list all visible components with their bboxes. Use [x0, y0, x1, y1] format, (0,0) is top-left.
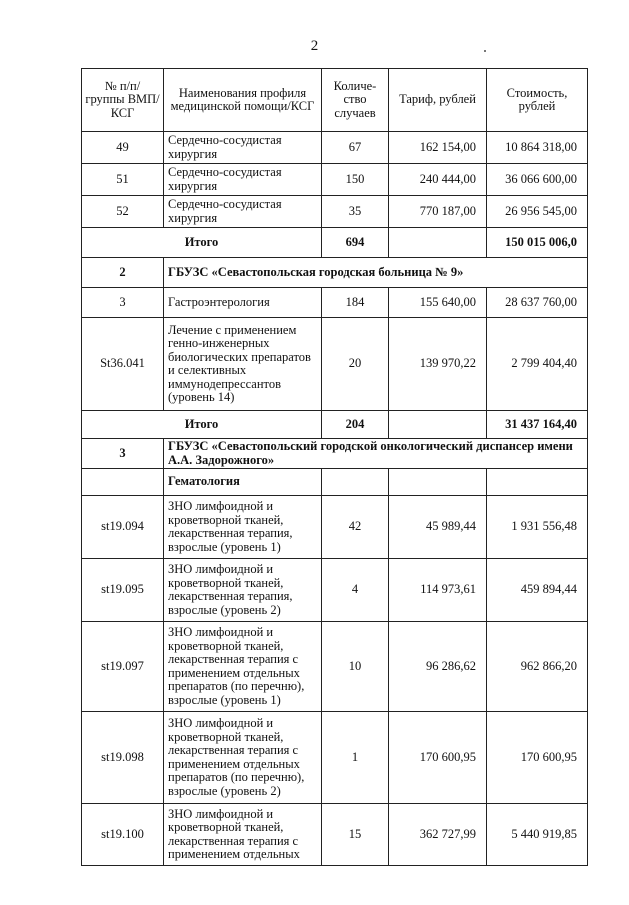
header-cost: Стоимость, рублей: [487, 69, 588, 132]
subsection-title: Гематология: [164, 469, 322, 496]
table-row: st19.094 ЗНО лимфоидной и кроветворной тканей, лекарственная терапия, взрослые (уровень 1) 42 45 989,44 1 931 556,48: [82, 496, 588, 559]
total-count: 694: [322, 228, 389, 258]
section-row: 2 ГБУЗС «Севастопольская городская больница № 9»: [82, 258, 588, 288]
header-count: Количе-ство случаев: [322, 69, 389, 132]
table-row: 52 Сердечно-сосудистая хирургия 35 770 187,00 26 956 545,00: [82, 196, 588, 228]
header-tariff: Тариф, рублей: [389, 69, 487, 132]
tariff-table: [81, 68, 588, 866]
total-cost: 150 015 006,0: [487, 228, 588, 258]
table-row: st19.095 ЗНО лимфоидной и кроветворной тканей, лекарственная терапия, взрослые (уровень 2) 4 114 973,61 459 894,44: [82, 559, 588, 622]
total-count: 204: [322, 411, 389, 439]
table-row: st19.097 ЗНО лимфоидной и кроветворной тканей, лекарственная терапия с применением отдельных препаратов (по перечню), взрослые (уровень 1) 10 96 286,62 962 866,20: [82, 622, 588, 712]
table-row: st19.098 ЗНО лимфоидной и кроветворной тканей, лекарственная терапия с применением отдельных препаратов (по перечню), взрослые (уровень 2) 1 170 600,95 170 600,95: [82, 712, 588, 804]
total-row: [82, 411, 588, 439]
subsection-row: [82, 469, 588, 496]
section-row: 3 ГБУЗС «Севастопольский городской онкологический диспансер имени А.А. Задорожного»: [82, 439, 588, 469]
table-header-row: [82, 69, 588, 132]
table-row: 51 Сердечно-сосудистая хирургия 150 240 444,00 36 066 600,00: [82, 164, 588, 196]
total-label: Итого: [82, 411, 322, 439]
scan-speck: [484, 50, 486, 52]
table-row: st19.100 ЗНО лимфоидной и кроветворной тканей, лекарственная терапия с применением отдельных 15 362 727,99 5 440 919,85: [82, 804, 588, 866]
table-row: 49 Сердечно-сосудистая хирургия 67 162 154,00 10 864 318,00: [82, 132, 588, 164]
section-title: ГБУЗС «Севастопольский городской онкологический диспансер имени А.А. Задорожного»: [164, 439, 588, 469]
header-name: Наименования профиля медицинской помощи/КСГ: [164, 69, 322, 132]
table-row: 3 Гастроэнтерология 184 155 640,00 28 637 760,00: [82, 288, 588, 318]
total-cost: 31 437 164,40: [487, 411, 588, 439]
header-num: № п/п/ группы ВМП/ КСГ: [82, 69, 164, 132]
total-row: [82, 228, 588, 258]
total-label: Итого: [82, 228, 322, 258]
page-number: 2: [310, 38, 319, 54]
table-row: St36.041 Лечение с применением генно-инженерных биологических препаратов и селективных иммунодепрессантов (уровень 14) 20 139 970,22 2 799 404,40: [82, 318, 588, 411]
section-title: ГБУЗС «Севастопольская городская больница № 9»: [164, 258, 588, 288]
